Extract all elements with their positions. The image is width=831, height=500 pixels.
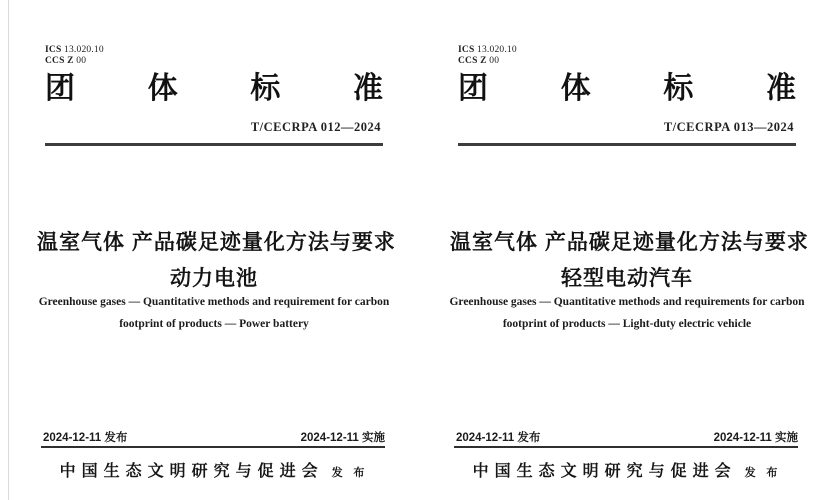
date-row	[43, 429, 385, 445]
publisher-name: 中国生态文明研究与促进会	[472, 463, 737, 480]
title-zh-line1: 温室气体 产品碳足迹量化方法与要求	[37, 231, 396, 254]
standard-number: T/CECRPA 013—2024	[663, 120, 794, 134]
standard-cover-power-battery	[8, 0, 407, 500]
title-en-line2: footprint of products — Light-duty electric vehicle	[502, 318, 752, 330]
cover-content	[449, 0, 809, 500]
ccs-label: CCS Z	[45, 56, 74, 66]
ics-value: 13.020.10	[477, 45, 517, 55]
ics-line	[458, 45, 517, 56]
ccs-line	[458, 56, 517, 67]
ccs-value: 00	[76, 56, 87, 66]
title-zh-line1: 温室气体 产品碳足迹量化方法与要求	[450, 231, 809, 254]
heading-char: 团	[45, 72, 75, 105]
ics-label: ICS	[45, 45, 62, 55]
release-date: 2024-12-11 发布	[43, 432, 128, 444]
heading-char: 标	[250, 72, 281, 105]
footer-rule	[41, 446, 385, 448]
title-en-line1: Greenhouse gases — Quantitative methods and requirements for carbon	[449, 296, 805, 308]
implement-date: 2024-12-11 实施	[713, 432, 798, 444]
standard-cover-light-duty-ev	[422, 0, 820, 500]
publisher-suffix: 发 布	[744, 467, 782, 479]
publisher-name: 中国生态文明研究与促进会	[59, 463, 324, 480]
ics-ccs-codes	[45, 45, 104, 67]
publisher-suffix: 发 布	[331, 467, 369, 479]
footer-rule	[454, 446, 798, 448]
release-date: 2024-12-11 发布	[456, 432, 541, 444]
header-rule	[458, 143, 796, 146]
ics-label: ICS	[458, 45, 475, 55]
ccs-label: CCS Z	[458, 56, 487, 66]
ics-line	[45, 45, 104, 56]
heading-char: 标	[663, 72, 694, 105]
heading-char: 体	[147, 72, 178, 105]
group-standard-heading	[458, 72, 796, 106]
ics-ccs-codes	[458, 45, 517, 67]
date-row	[456, 429, 798, 445]
ccs-value: 00	[489, 56, 500, 66]
publisher-row	[458, 458, 796, 481]
title-en-line1: Greenhouse gases — Quantitative methods and requirement for carbon	[38, 296, 390, 308]
ics-value: 13.020.10	[64, 45, 104, 55]
heading-char: 体	[560, 72, 591, 105]
publisher-row	[45, 458, 383, 481]
header-rule	[45, 143, 383, 146]
ccs-line	[45, 56, 104, 67]
cover-content	[37, 0, 396, 500]
implement-date: 2024-12-11 实施	[300, 432, 385, 444]
title-en-line2: footprint of products — Power battery	[119, 318, 309, 330]
group-standard-heading	[45, 72, 383, 106]
title-zh-line2: 轻型电动汽车	[561, 267, 693, 290]
heading-char: 团	[458, 72, 488, 105]
heading-char: 准	[765, 72, 796, 105]
title-zh-line2: 动力电池	[170, 267, 258, 290]
standard-number: T/CECRPA 012—2024	[250, 120, 381, 134]
heading-char: 准	[352, 72, 383, 105]
